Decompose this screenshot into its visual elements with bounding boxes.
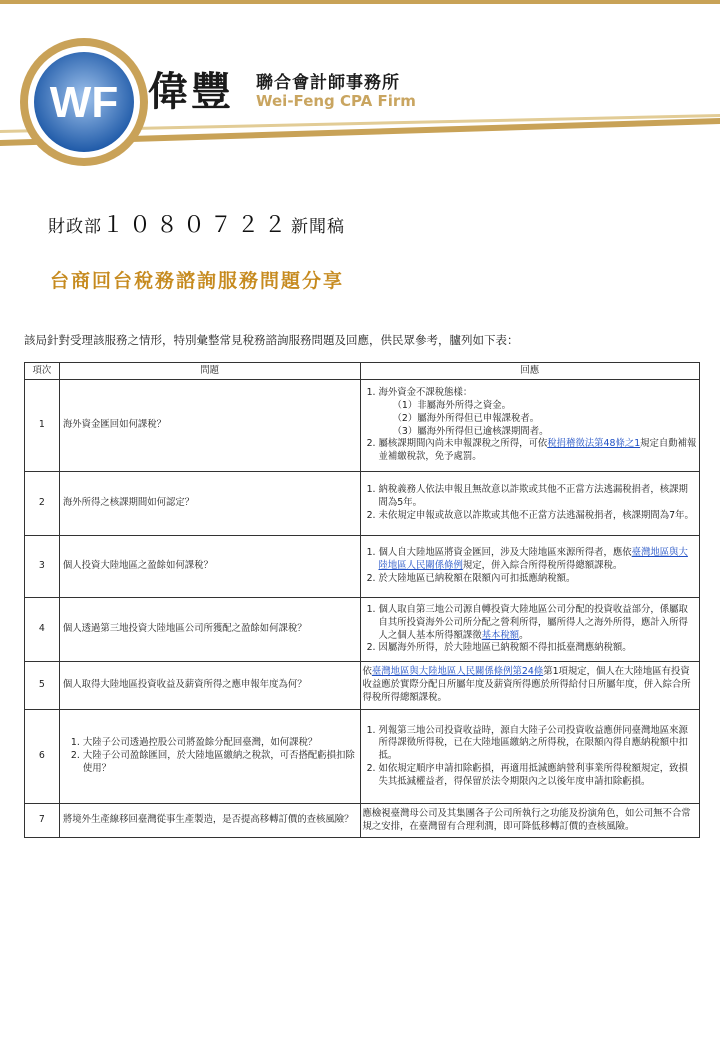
row-question: 個人投資大陸地區之盈餘如何課稅？ <box>59 536 360 598</box>
answer-item: 1. 個人自大陸地區將資金匯回，涉及大陸地區來源所得者，應依臺灣地區與大陸地區人民關係條例規定，併入綜合所得稅所得總額課稅。 <box>379 547 698 573</box>
header-answer: 回應 <box>360 363 700 380</box>
row-question: 海外所得之核課期間如何認定？ <box>59 472 360 536</box>
firm-subtitle: 聯合會計師事務所 <box>256 73 400 93</box>
row-question <box>59 710 360 804</box>
row-question: 將境外生產線移回臺灣從事生產製造，是否提高移轉訂價的查核風險？ <box>59 804 360 838</box>
answer-subitem: （1）非屬海外所得之資金。 <box>392 399 511 411</box>
row-number: 1 <box>25 380 60 472</box>
answer-subitem: （2）屬海外所得但已申報課稅者。 <box>392 412 540 424</box>
press-number: １０８０７２２ <box>102 213 292 238</box>
answer-item: 1. 海外資金不課稅態樣： （1）非屬海外所得之資金。 （2）屬海外所得但已申報課稅者。 （3）屬海外所得但已逾核課期間者。 <box>379 387 698 438</box>
row-question: 個人取得大陸地區投資收益及薪資所得之應申報年度為何？ <box>59 662 360 710</box>
press-suffix: 新聞稿 <box>291 217 346 237</box>
answer-item: 1. 個人取自第三地公司源自轉投資大陸地區公司分配的投資收益部分，係屬取自其所投資海外公司所分配之營利所得，屬所得人之海外所得，應計入所得人之個人基本所得額課徵基本稅額。 <box>379 604 698 642</box>
intro-paragraph: 該局針對受理該服務之情形，特別彙整常見稅務諮詢服務問題及回應，供民眾參考，臚列如下表： <box>24 333 519 347</box>
question-item: 1. 大陸子公司透過控股公司將盈餘分配回臺灣，如何課稅？ <box>83 737 358 750</box>
row-number: 2 <box>25 472 60 536</box>
row-number: 7 <box>25 804 60 838</box>
answer-item: 2. 屬核課期間內尚未申報課稅之所得，可依稅捐稽徵法第48條之1規定自動補報並補繳稅款，免予處罰。 <box>379 438 698 464</box>
firm-name-english: Wei-Feng CPA Firm <box>256 92 416 110</box>
row-answer <box>360 598 700 662</box>
letterhead <box>0 0 720 200</box>
row-number: 6 <box>25 710 60 804</box>
top-border <box>0 0 720 4</box>
table-row <box>25 804 700 838</box>
table-header-row <box>25 363 700 380</box>
row-number: 3 <box>25 536 60 598</box>
row-answer: 依臺灣地區與大陸地區人民關係條例第24條第1項規定，個人在大陸地區有投資收益應於實際分配日所屬年度及薪資所得應於所得給付日所屬年度，併入綜合所得稅所得總額課稅。 <box>360 662 700 710</box>
row-answer <box>360 536 700 598</box>
answer-item: 2. 因屬海外所得，於大陸地區已納稅額不得扣抵臺灣應納稅額。 <box>379 642 698 655</box>
table-row <box>25 472 700 536</box>
table-row <box>25 536 700 598</box>
row-answer <box>360 380 700 472</box>
row-question: 個人透過第三地投資大陸地區公司所獲配之盈餘如何課稅？ <box>59 598 360 662</box>
table-row <box>25 710 700 804</box>
law-link[interactable]: 稅捐稽徵法第48條之1 <box>547 438 641 450</box>
header-no: 項次 <box>25 363 60 380</box>
row-question: 海外資金匯回如何課稅？ <box>59 380 360 472</box>
row-number: 5 <box>25 662 60 710</box>
answer-item: 2. 未依規定申報或故意以詐欺或其他不正當方法逃漏稅捐者，核課期間為7年。 <box>379 510 698 523</box>
row-answer <box>360 710 700 804</box>
logo-text: WF <box>49 78 119 127</box>
row-number: 4 <box>25 598 60 662</box>
answer-item: 2. 於大陸地區已納稅額在限額內可扣抵應納稅額。 <box>379 573 698 586</box>
qa-table <box>24 362 700 838</box>
question-item: 2. 大陸子公司盈餘匯回，於大陸地區繳納之稅款，可否搭配虧損扣除使用？ <box>83 750 358 776</box>
table-row <box>25 598 700 662</box>
answer-item: 1. 納稅義務人依法申報且無故意以詐欺或其他不正當方法逃漏稅捐者，核課期間為5年。 <box>379 484 698 510</box>
press-prefix: 財政部 <box>48 217 102 237</box>
law-link[interactable]: 臺灣地區與大陸地區人民關係條例 <box>378 547 688 572</box>
header-question: 問題 <box>59 363 360 380</box>
answer-item: 2. 如依規定順序申請扣除虧損，再適用抵減應納營利事業所得稅額規定，致損失其抵減權益者，得保留於法令期限內之以後年度申請扣除虧損。 <box>379 763 698 789</box>
table-row <box>25 380 700 472</box>
firm-name-chinese: 偉豐 <box>148 69 234 115</box>
answer-subitem: （3）屬海外所得但已逾核課期間者。 <box>392 425 549 437</box>
row-answer: 應檢視臺灣母公司及其集團各子公司所執行之功能及扮演角色，如公司無不合常規之安排，在臺灣留有合理利潤，即可降低移轉訂價的查核風險。 <box>360 804 700 838</box>
topic-title: 台商回台稅務諮詢服務問題分享 <box>50 270 345 292</box>
press-release-line <box>48 208 345 239</box>
table-row <box>25 662 700 710</box>
law-link[interactable]: 基本稅額 <box>481 629 520 641</box>
answer-item: 1. 列報第三地公司投資收益時，源自大陸子公司投資收益應併同臺灣地區來源所得課徵所得稅，已在大陸地區繳納之所得稅，在限額內得自應納稅額中扣抵。 <box>379 725 698 763</box>
row-answer <box>360 472 700 536</box>
law-link[interactable]: 臺灣地區與大陸地區人民關係條例第24條 <box>371 666 544 678</box>
